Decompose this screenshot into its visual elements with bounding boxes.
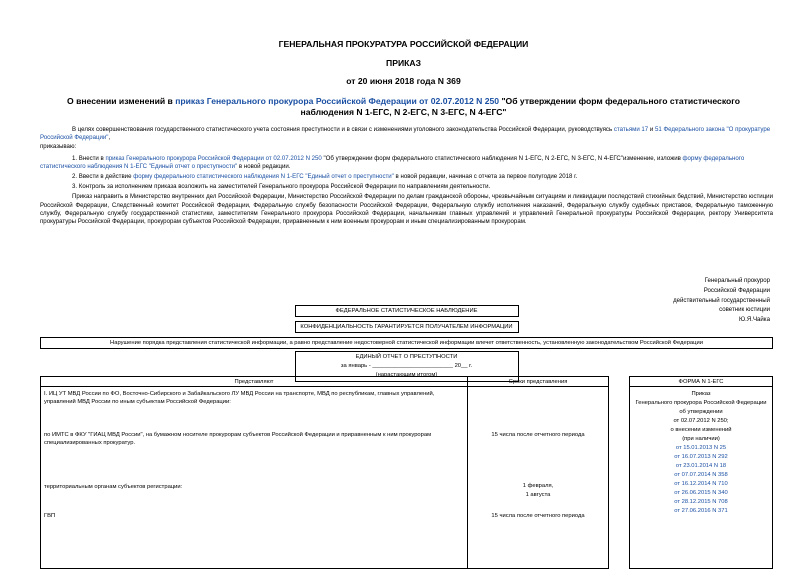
signature-name: Ю.Я.Чайка xyxy=(739,316,770,324)
submitter-imts: по ИМТС в ФКУ "ГИАЦ МВД России", на бумажном носителе прокурорам субъектов Российской Федерации и приравненным к ним прокурорам специализированных прокуратур. xyxy=(44,432,432,446)
item-2-text-b: в новой редакции, начиная с отчета за первое полугодие 2018 г. xyxy=(393,173,578,181)
order-word: приказываю: xyxy=(40,143,77,151)
doc-title xyxy=(60,96,747,118)
amendment-link[interactable]: от 15.01.2013 N 25 xyxy=(675,445,727,451)
form-row xyxy=(41,322,773,333)
form-row xyxy=(41,338,773,349)
doc-type: ПРИКАЗ xyxy=(386,58,421,68)
approval-cell xyxy=(630,387,773,569)
item-1-form-link[interactable]: форму федерального статистического наблюдения N 1-ЕГС "Единый отчет о преступности" xyxy=(40,155,745,171)
item-1-text-b: "Об утверждении форм федерального статистического наблюдения N 1-ЕГС, N 2-ЕГС, N 3-ЕГС, N 4-ЕГС"изменение, изложив xyxy=(321,155,683,162)
item-2-text-a: 2. Ввести в действие xyxy=(72,173,134,181)
form-report-period: за январь - _________________________ 20__ г. xyxy=(340,363,473,369)
deadlines-content xyxy=(471,387,605,568)
form-spacer xyxy=(518,322,773,333)
preamble-and: и xyxy=(648,126,655,133)
preamble-paragraph xyxy=(40,126,773,143)
preamble xyxy=(40,126,773,152)
reporting-table xyxy=(40,376,773,569)
deadline-imts: 15 числа после отчетного периода xyxy=(491,432,585,438)
item-1 xyxy=(40,155,773,172)
form-report-title: ЕДИНЫЙ ОТЧЕТ О ПРЕСТУПНОСТИ xyxy=(355,354,458,360)
doc-date: от 20 июня 2018 года N 369 xyxy=(346,76,461,86)
col-gap xyxy=(609,377,630,387)
submitters-cell xyxy=(41,387,468,569)
form-federal-observation: ФЕДЕРАЛЬНОЕ СТАТИСТИЧЕСКОЕ НАБЛЮДЕНИЕ xyxy=(295,306,518,317)
form-row xyxy=(41,306,773,317)
table-row xyxy=(41,387,773,569)
preamble-text: В целях совершенствования государственного статистического учета состояния преступности и в связи с изменениями уголовного законодательства Российской Федерации, руководствуясь xyxy=(72,126,614,133)
form-report-note: (нарастающим итогом) xyxy=(375,372,438,378)
form-spacer xyxy=(41,322,296,333)
signature-line-1: Генеральный прокурор xyxy=(704,277,770,284)
article-51-link[interactable]: 51 xyxy=(655,126,662,133)
col-header-form: ФОРМА N 1-ЕГС xyxy=(630,377,773,387)
amendment-link[interactable]: от 26.06.2015 N 340 xyxy=(674,490,728,496)
title-suffix: "Об утверждении форм федерального статистического наблюдения N 1-ЕГС, N 2-ЕГС, N 3-ЕГС, N 4-ЕГС" xyxy=(300,96,740,117)
amendment-link[interactable]: от 23.01.2014 N 18 xyxy=(675,463,727,469)
deadlines-cell xyxy=(468,387,609,569)
org-name: ГЕНЕРАЛЬНАЯ ПРОКУРАТУРА РОССИЙСКОЙ ФЕДЕРАЦИИ xyxy=(278,39,529,49)
signature-line-3: действительный государственный xyxy=(673,296,770,304)
approval-amendments: о внесении изменений xyxy=(670,427,732,433)
col-gap xyxy=(609,387,630,569)
submitter-territorial: территориальным органам субъектов регистрации: xyxy=(44,484,183,490)
form-liability-notice: Нарушение порядка представления статистической информации, а равно представление недостоверной статистической информации влечет ответственность, установленную законодательством Российской Федерации xyxy=(41,338,773,349)
amendment-link[interactable]: от 16.12.2014 N 710 xyxy=(674,481,728,487)
table-header-row xyxy=(41,377,773,387)
order-items xyxy=(40,155,773,227)
item-1-text-a: 1. Внести в xyxy=(72,155,106,162)
item-1-order-link[interactable]: приказ Генерального прокурора Российской Федерации от 02.07.2012 N 250 xyxy=(105,155,322,162)
form-confidentiality: КОНФИДЕНЦИАЛЬНОСТЬ ГАРАНТИРУЕТСЯ ПОЛУЧАТЕЛЕМ ИНФОРМАЦИИ xyxy=(295,322,518,333)
item-3: 3. Контроль за исполнением приказа возложить на заместителей Генерального прокурора Российской Федерации по направлениям деятельности. xyxy=(72,183,491,191)
amendment-link[interactable]: от 27.06.2016 N 371 xyxy=(674,508,728,514)
approval-date: от 02.07.2012 N 250; xyxy=(673,418,729,424)
approval-order: Приказ xyxy=(691,391,711,397)
deadline-territorial-1: 1 февраля, xyxy=(522,483,554,489)
title-order-link[interactable]: приказ Генерального прокурора Российской Федерации от 02.07.2012 N 250 xyxy=(175,96,500,106)
col-header-deadlines: Сроки представления xyxy=(468,377,609,387)
col-header-submitters: Представляют xyxy=(41,377,468,387)
form-spacer xyxy=(41,306,296,317)
article-17-link[interactable]: статьями 17 xyxy=(613,126,649,133)
prosecutor-law-link[interactable]: Федерального закона "О прокуратуре Российской Федерации" xyxy=(40,126,771,142)
submitter-gvp: ГВП xyxy=(44,513,56,519)
amendment-link[interactable]: от 28.12.2015 N 708 xyxy=(674,499,728,505)
item-1-text-c: в новой редакции. xyxy=(237,163,291,171)
signature-line-4: советник юстиции xyxy=(719,306,770,314)
submitters-content xyxy=(44,387,464,568)
approval-authority: Генерального прокурора Российской Федерации об утверждении xyxy=(635,400,767,415)
submitter-mvd: I. ИЦ УТ МВД России по ФО, Восточно-Сибирского и Забайкальского ЛУ МВД России на транспорте, МВД по республикам, главных управлений, управлений МВД России по иным субъектам Российской Федерации: xyxy=(44,391,435,405)
title-prefix: О внесении изменений в xyxy=(67,96,176,106)
form-spacer xyxy=(518,306,773,317)
deadline-territorial-2: 1 августа xyxy=(525,492,551,498)
form-header-table xyxy=(40,305,773,382)
amendment-link[interactable]: от 16.07.2013 N 292 xyxy=(674,454,728,460)
item-2 xyxy=(40,173,773,181)
preamble-comma: , xyxy=(108,134,111,142)
item-2-form-link[interactable]: форму федерального статистического наблюдения N 1-ЕГС "Единый отчет о преступности" xyxy=(133,173,394,181)
amendment-link[interactable]: от 07.07.2014 N 358 xyxy=(674,472,728,478)
signature-line-2: Российской Федерации xyxy=(703,286,770,294)
deadline-gvp: 15 числа после отчетного периода xyxy=(491,513,585,519)
approval-if-any: (при наличии) xyxy=(682,436,720,442)
item-4: Приказ направить в Министерство внутренних дел Российской Федерации, Министерство Российской Федерации по делам гражданской обороны, чрезвычайным ситуациям и ликвидации последствий стихийных бедствий, Министерство юстиции Российской Федерации, Следственный комитет Российской Федерации, Федеральную службу безопасности Российской Федерации, Федеральную службу исполнения наказаний, Федеральную службу судебных приставов, Федеральную таможенную службу, Федеральную службу государственной статистики, заместителям Генерального прокурора Российской Федерации, начальникам главных управлений и управлений Генеральной прокуратуры Российской Федерации, ректору Университета прокуратуры Российской Федерации, прокурорам субъектов Российской Федерации, приравненным к ним военным прокурорам и иным специализированным прокурорам. xyxy=(40,193,773,226)
